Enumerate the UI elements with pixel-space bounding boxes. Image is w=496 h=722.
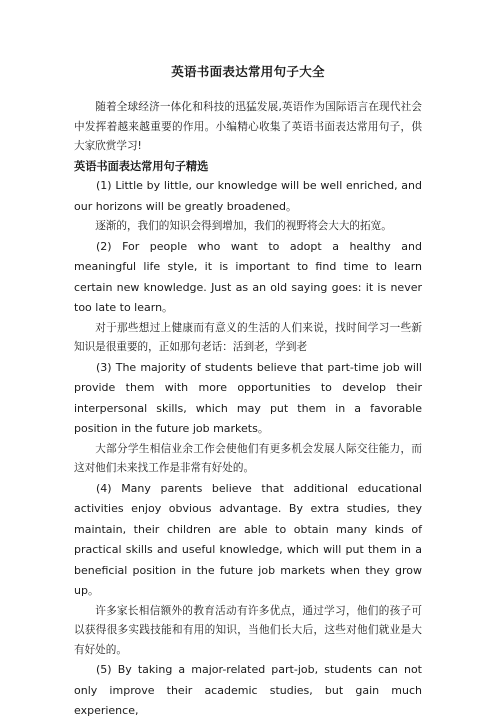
page-title: 英语书面表达常用句子大全 xyxy=(171,64,325,79)
intro-paragraph: 随着全球经济一体化和科技的迅猛发展,英语作为国际语言在现代社会中发挥着越来越重要的作用。小编精心收集了英语书面表达常用句子，供大家欣赏学习! xyxy=(74,101,422,152)
sentence-1-english: (1) Little by little, our knowledge will be well enriched, and our horizons will be greatly broadened。 xyxy=(74,179,422,213)
sentence-3-chinese: 大部分学生相信业余工作会使他们有更多机会发展人际交往能力，而这对他们未来找工作是非常有好处的。 xyxy=(74,442,422,474)
sentence-1-chinese: 逐渐的，我们的知识会得到增加，我们的视野将会大大的拓宽。 xyxy=(95,220,392,232)
sentence-4-chinese: 许多家长相信额外的教育活动有许多优点，通过学习，他们的孩子可以获得很多实践技能和有用的知识，当他们长大后，这些对他们就业是大有好处的。 xyxy=(74,604,422,656)
sentence-5-english: (5) By taking a major-related part-job, students can not only improve their academic studies, but gain much experience, xyxy=(74,663,422,717)
sentence-3-english: (3) The majority of students believe that part-time job will provide them with more opportunities to develop their interpersonal skills, which may put them in a favorable position in the future job markets。 xyxy=(74,360,422,435)
sentence-2-english: (2) For people who want to adopt a healthy and meaningful life style, it is important to find time to learn certain new knowledge. Just as an old saying goes: it is never too late to learn。 xyxy=(74,239,422,314)
sentence-4-english: (4) Many parents believe that additional educational activities enjoy obvious advantage. By extra studies, they maintain, their children are able to obtain many kinds of practical skills and useful knowledge, which will put them in a beneficial position in the future job markets when they grow up。 xyxy=(74,481,422,597)
sentence-2-chinese: 对于那些想过上健康而有意义的生活的人们来说，找时间学习一些新知识是很重要的，正如那句老话：活到老，学到老 xyxy=(74,321,422,353)
section-heading: 英语书面表达常用句子精选 xyxy=(74,159,209,173)
